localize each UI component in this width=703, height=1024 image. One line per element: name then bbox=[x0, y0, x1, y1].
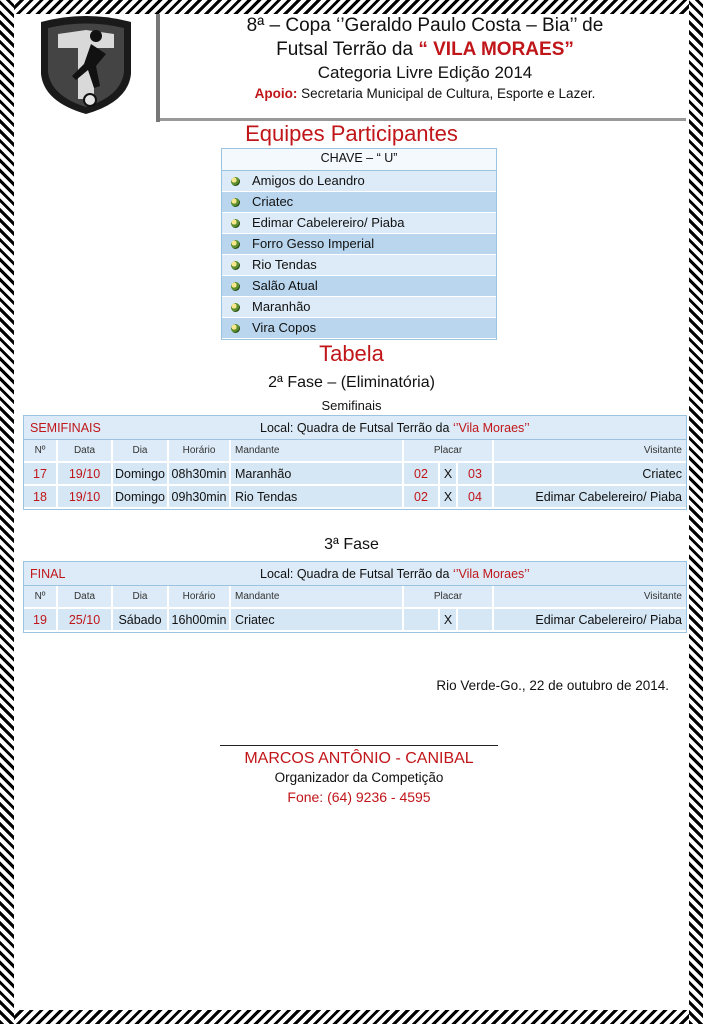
header-venue-name: “ VILA MORAES” bbox=[418, 39, 574, 60]
col-date: Data bbox=[58, 586, 113, 607]
phase-2-title: 2ª Fase – (Eliminatória) bbox=[268, 374, 435, 391]
location-text: Local: Quadra de Futsal Terrão da bbox=[260, 566, 450, 581]
col-number: Nº bbox=[24, 586, 58, 607]
semifinal-label: SEMIFINAIS bbox=[30, 420, 101, 435]
support-label: Apoio: bbox=[254, 86, 298, 101]
col-away: Visitante bbox=[494, 586, 686, 607]
soccer-ball-icon bbox=[231, 261, 240, 270]
teams-list bbox=[222, 171, 496, 339]
game-day: Domingo bbox=[113, 463, 169, 484]
team-shield-logo bbox=[36, 14, 136, 116]
final-table bbox=[23, 561, 687, 633]
away-team: Criatec bbox=[494, 463, 686, 484]
teams-title: Equipes Participantes bbox=[245, 121, 458, 146]
col-away: Visitante bbox=[494, 440, 686, 461]
final-table-header bbox=[24, 562, 686, 586]
soccer-ball-icon bbox=[231, 177, 240, 186]
semifinal-table bbox=[23, 415, 687, 510]
home-team: Maranhão bbox=[231, 463, 404, 484]
team-item bbox=[222, 192, 496, 213]
home-team: Criatec bbox=[231, 609, 404, 630]
header-category: Categoria Livre Edição 2014 bbox=[317, 63, 533, 82]
game-number: 19 bbox=[24, 609, 58, 630]
table-row bbox=[24, 609, 686, 632]
home-team: Rio Tendas bbox=[231, 486, 404, 507]
home-score: 02 bbox=[404, 486, 440, 507]
competition-header bbox=[170, 14, 680, 104]
game-date: 25/10 bbox=[58, 609, 113, 630]
header-support bbox=[170, 84, 680, 104]
soccer-ball-icon bbox=[231, 282, 240, 291]
col-date: Data bbox=[58, 440, 113, 461]
home-score bbox=[404, 609, 440, 630]
organizer-role: Organizador da Competição bbox=[274, 770, 444, 785]
team-item bbox=[222, 297, 496, 318]
away-team: Edimar Cabelereiro/ Piaba bbox=[494, 609, 686, 630]
semifinal-location bbox=[260, 421, 530, 435]
team-name: Amigos do Leandro bbox=[252, 173, 365, 188]
game-number: 18 bbox=[24, 486, 58, 507]
team-name: Vira Copos bbox=[252, 320, 317, 335]
border-pattern-top bbox=[0, 0, 703, 14]
team-item bbox=[222, 276, 496, 297]
column-header-row bbox=[24, 440, 686, 463]
team-item bbox=[222, 234, 496, 255]
away-score bbox=[458, 609, 494, 630]
team-name: Maranhão bbox=[252, 299, 311, 314]
soccer-ball-icon bbox=[231, 240, 240, 249]
final-location bbox=[260, 567, 530, 581]
away-score: 03 bbox=[458, 463, 494, 484]
score-separator: X bbox=[440, 609, 458, 630]
score-separator: X bbox=[440, 463, 458, 484]
location-name: ‘’Vila Moraes’’ bbox=[452, 420, 530, 435]
game-number: 17 bbox=[24, 463, 58, 484]
team-name: Forro Gesso Imperial bbox=[252, 236, 375, 251]
col-day: Dia bbox=[113, 586, 169, 607]
team-name: Salão Atual bbox=[252, 278, 318, 293]
team-name: Criatec bbox=[252, 194, 294, 209]
group-label: CHAVE – “ U” bbox=[222, 149, 496, 171]
final-label: FINAL bbox=[30, 566, 66, 581]
game-day: Sábado bbox=[113, 609, 169, 630]
phase-2-subtitle: Semifinais bbox=[321, 398, 382, 413]
home-score: 02 bbox=[404, 463, 440, 484]
away-team: Edimar Cabelereiro/ Piaba bbox=[494, 486, 686, 507]
schedule-title: Tabela bbox=[319, 341, 384, 366]
col-home: Mandante bbox=[231, 440, 404, 461]
support-text: Secretaria Municipal de Cultura, Esporte e Lazer. bbox=[301, 86, 596, 101]
header-line-2-text: Futsal Terrão da bbox=[276, 39, 414, 60]
location-text: Local: Quadra de Futsal Terrão da bbox=[260, 420, 450, 435]
signature-line bbox=[220, 745, 498, 746]
column-header-row bbox=[24, 586, 686, 609]
table-row bbox=[24, 463, 686, 486]
team-item bbox=[222, 213, 496, 234]
game-time: 08h30min bbox=[169, 463, 231, 484]
semifinal-table-header bbox=[24, 416, 686, 440]
team-name: Rio Tendas bbox=[252, 257, 317, 272]
table-row bbox=[24, 486, 686, 509]
border-pattern-bottom bbox=[0, 1010, 703, 1024]
team-item bbox=[222, 255, 496, 276]
col-number: Nº bbox=[24, 440, 58, 461]
game-time: 09h30min bbox=[169, 486, 231, 507]
soccer-ball-icon bbox=[231, 324, 240, 333]
signature-date: Rio Verde-Go., 22 de outubro de 2014. bbox=[436, 678, 669, 693]
away-score: 04 bbox=[458, 486, 494, 507]
col-time: Horário bbox=[169, 586, 231, 607]
game-date: 19/10 bbox=[58, 486, 113, 507]
team-item bbox=[222, 318, 496, 339]
col-score: Placar bbox=[404, 586, 494, 607]
col-time: Horário bbox=[169, 440, 231, 461]
header-line-1: 8ª – Copa ‘’Geraldo Paulo Costa – Bia’’ de bbox=[246, 15, 604, 36]
header-line-2 bbox=[170, 38, 680, 62]
col-score: Placar bbox=[404, 440, 494, 461]
game-date: 19/10 bbox=[58, 463, 113, 484]
soccer-ball-icon bbox=[231, 303, 240, 312]
phase-3-title: 3ª Fase bbox=[324, 536, 379, 553]
organizer-name: MARCOS ANTÔNIO - CANIBAL bbox=[244, 750, 474, 767]
header-divider-vertical bbox=[156, 14, 160, 122]
teams-group-box bbox=[221, 148, 497, 340]
border-pattern-left bbox=[0, 0, 14, 1024]
soccer-ball-icon bbox=[231, 198, 240, 207]
score-separator: X bbox=[440, 486, 458, 507]
soccer-ball-icon bbox=[231, 219, 240, 228]
col-home: Mandante bbox=[231, 586, 404, 607]
game-day: Domingo bbox=[113, 486, 169, 507]
location-name: ‘’Vila Moraes’’ bbox=[452, 566, 530, 581]
team-item bbox=[222, 171, 496, 192]
game-time: 16h00min bbox=[169, 609, 231, 630]
team-name: Edimar Cabelereiro/ Piaba bbox=[252, 215, 405, 230]
border-pattern-right bbox=[689, 0, 703, 1024]
organizer-phone: Fone: (64) 9236 - 4595 bbox=[287, 789, 431, 805]
col-day: Dia bbox=[113, 440, 169, 461]
